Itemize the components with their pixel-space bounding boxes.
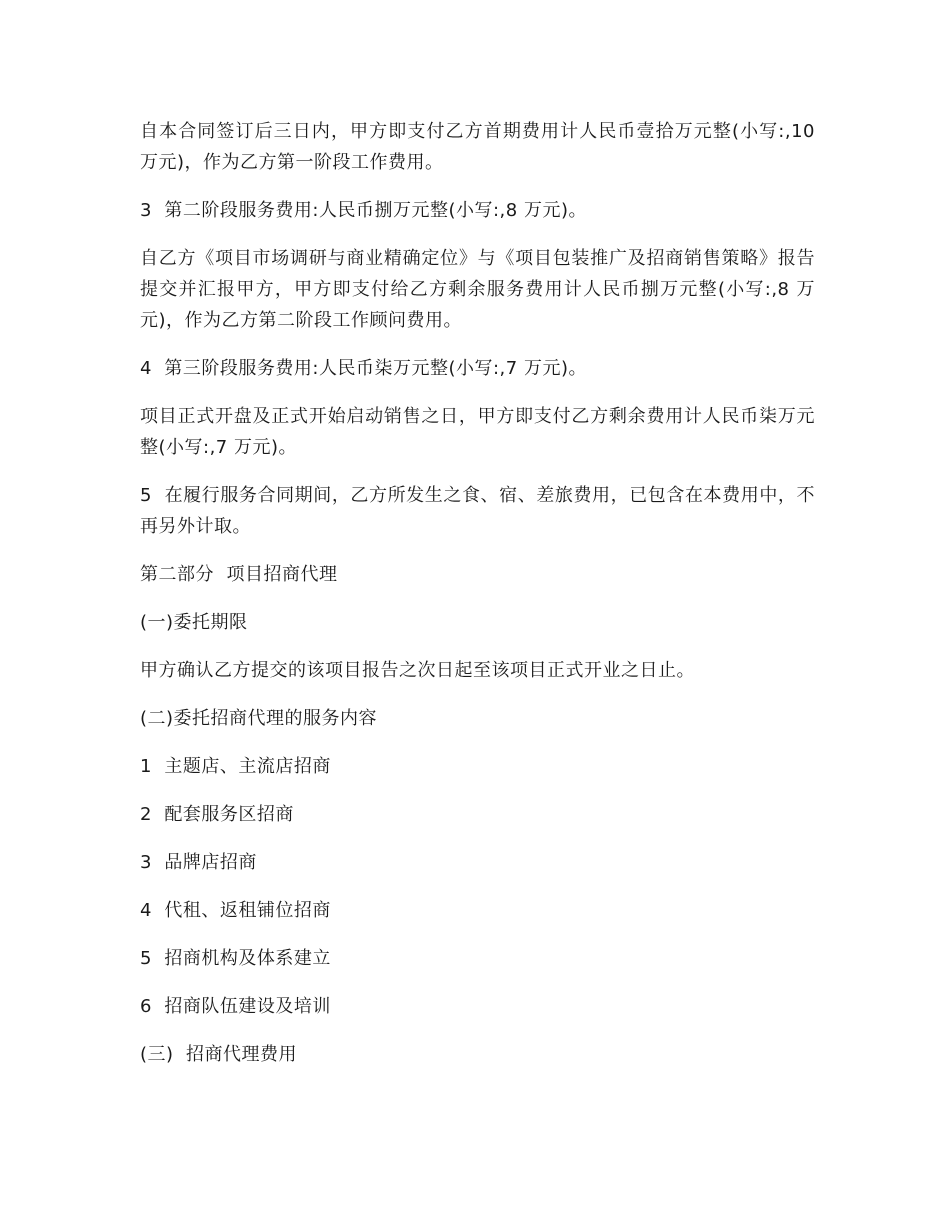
paragraph-commission-period: 甲方确认乙方提交的该项目报告之次日起至该项目正式开业之日止。 xyxy=(140,660,695,681)
list-item-lease-shops: 4 代租、返租铺位招商 xyxy=(140,900,331,921)
list-item-theme-store: 1 主题店、主流店招商 xyxy=(140,756,331,777)
paragraph-second-stage-fee: 3 第二阶段服务费用:人民币捌万元整(小写:,8 万元)。 xyxy=(140,200,587,221)
section-heading-part-two: 第二部分 项目招商代理 xyxy=(140,564,338,585)
subheading-commission-period: (一)委托期限 xyxy=(140,612,248,633)
paragraph-third-payment: 项目正式开盘及正式开始启动销售之日，甲方即支付乙方剩余费用计人民币柒万元整(小写:,7 万元)。 xyxy=(140,406,815,458)
paragraph-expenses-included: 5 在履行服务合同期间，乙方所发生之食、宿、差旅费用，已包含在本费用中，不再另外计取。 xyxy=(140,485,815,537)
subheading-service-content: (二)委托招商代理的服务内容 xyxy=(140,708,378,729)
list-item-brand-store: 3 品牌店招商 xyxy=(140,852,257,873)
document-page xyxy=(140,116,822,1087)
paragraph-third-stage-fee: 4 第三阶段服务费用:人民币柒万元整(小写:,7 万元)。 xyxy=(140,358,587,379)
list-item-team-training: 6 招商队伍建设及培训 xyxy=(140,996,331,1017)
list-item-organization: 5 招商机构及体系建立 xyxy=(140,948,331,969)
subheading-agency-fee: (三) 招商代理费用 xyxy=(140,1044,297,1065)
paragraph-first-payment: 自本合同签订后三日内，甲方即支付乙方首期费用计人民币壹拾万元整(小写:,10 万元)，作为乙方第一阶段工作费用。 xyxy=(140,121,822,173)
paragraph-second-payment: 自乙方《项目市场调研与商业精确定位》与《项目包装推广及招商销售策略》报告提交并汇报甲方，甲方即支付给乙方剩余服务费用计人民币捌万元整(小写:,8 万元)，作为乙方第二阶段工作顾问费用。 xyxy=(140,248,815,331)
list-item-service-area: 2 配套服务区招商 xyxy=(140,804,294,825)
